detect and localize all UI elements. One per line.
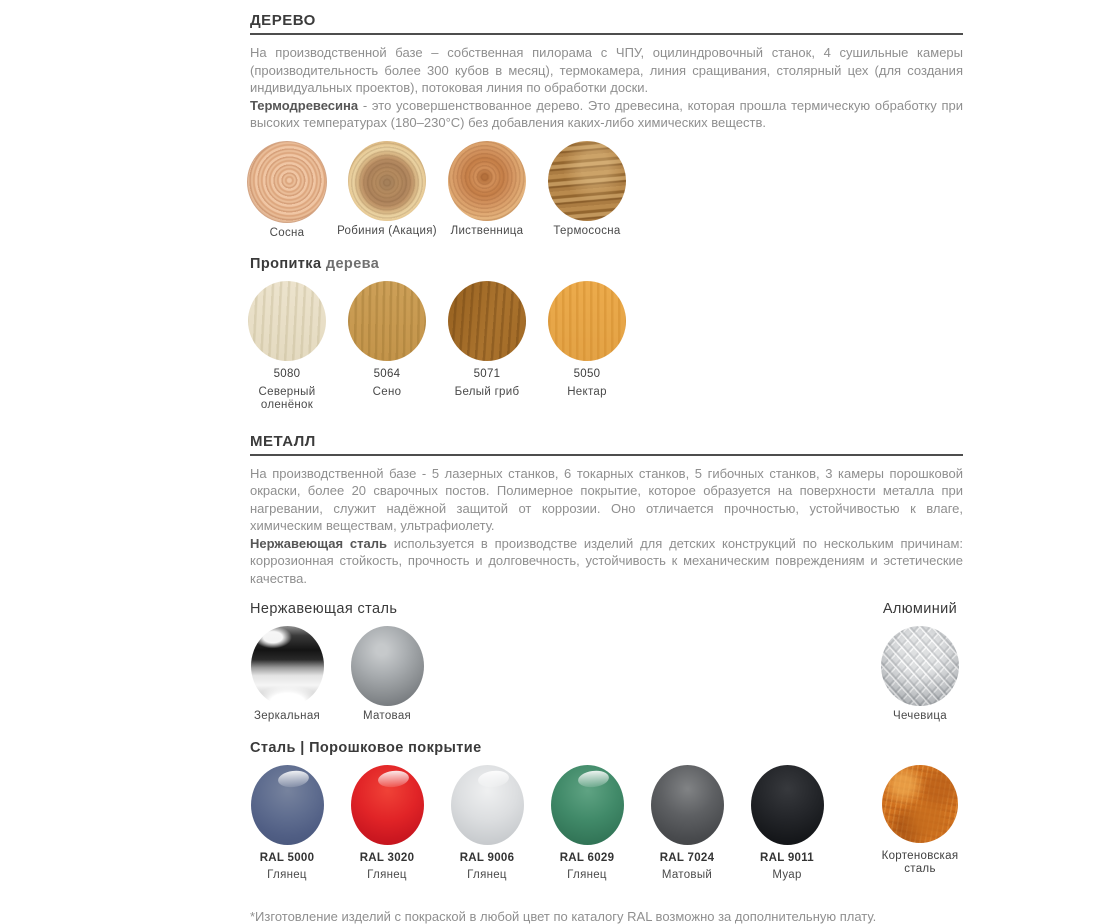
ral-9006-finish: Глянец	[467, 869, 507, 881]
wood-intro-paragraph	[250, 44, 963, 97]
impregnation-5050-code: 5050	[573, 368, 601, 380]
stainless-swatch-matte	[337, 626, 437, 724]
powder-swatch-ral-3020	[337, 765, 437, 883]
wood-swatch-robinia	[337, 141, 437, 241]
impregnation-swatch-5080	[237, 281, 337, 413]
powder-coating-title: Сталь | Порошковое покрытие	[250, 739, 482, 756]
ral-3020-finish: Глянец	[367, 869, 407, 881]
wood-species-row	[237, 141, 965, 241]
stainless-mirror-label: Зеркальная	[253, 710, 321, 722]
ral-3020-ball-image	[351, 765, 424, 845]
impregnation-5071-name: Белый гриб	[454, 385, 520, 398]
ral-6029-finish: Глянец	[567, 869, 607, 881]
impregnation-5050-name: Нектар	[567, 385, 607, 398]
ral-9011-finish: Муар	[772, 869, 802, 881]
ral-9006-code: RAL 9006	[459, 851, 515, 864]
metal-intro-paragraph	[250, 465, 963, 535]
metal-subheaders-row	[237, 601, 965, 617]
thermowood-text: - это усовершенствованное дерево. Это древесина, которая прошла термическую обработку при высоких температурах (180–230°C) без добавления каких-либо химических веществ.	[250, 97, 963, 130]
ral-7024-finish: Матовый	[661, 869, 713, 881]
wood-slice-thermopine-image	[548, 141, 626, 221]
impregnation-5071-image	[448, 281, 526, 361]
stainless-matte-label: Матовая	[362, 710, 412, 722]
impregnation-5080-name: Северный оленёнок	[258, 385, 316, 411]
wood-swatch-larch	[437, 141, 537, 241]
metal-intro-text: На производственной базе - 5 лазерных станков, 6 токарных станков, 5 гибочных станков, 3 камеры порошковой окраски, более 20 сварочных постов. Полимерное покрытие, которое образуется на поверхности металла при нагревании, служит надёжной защитой от коррозии. Оно отличается прочностью, устойчивостью к влаге, химическим веществам, ультрафиолету.	[250, 465, 963, 533]
corten-steel-image	[882, 765, 958, 843]
impregnation-swatch-5064	[337, 281, 437, 413]
ral-footnote: *Изготовление изделий с покраской в любой цвет по каталогу RAL возможно за дополнительную плату.	[250, 908, 877, 924]
ral-5000-finish: Глянец	[267, 869, 307, 881]
wood-slice-larch-image	[448, 141, 526, 221]
aluminum-swatch-lentil	[875, 626, 965, 724]
wood-swatch-pine	[237, 141, 337, 241]
stainless-aluminum-row	[237, 626, 965, 724]
thermowood-lead: Термодревесина	[250, 97, 359, 113]
ral-5000-code: RAL 5000	[259, 851, 315, 864]
impregnation-swatch-5050	[537, 281, 637, 413]
wood-intro-text: На производственной базе – собственная пилорама с ЧПУ, оцилиндровочный станок, 4 сушильные камеры (производительность более 300 кубов в месяц), термокамера, линия сращивания, столярный цех (для создания индивидуальных проектов), потоковая линия по обработки доски.	[250, 45, 963, 95]
impregnation-5050-image	[548, 281, 626, 361]
stainless-text: используется в производстве изделий для детских конструкций по нескольким причинам: коррозионная стойкость, прочность и долговечность, устойчивость к механическим повреждениям и эстетические качества.	[250, 535, 964, 586]
wood-swatch-robinia-label: Робиния (Акация)	[337, 224, 437, 237]
ral-9011-code: RAL 9011	[760, 851, 814, 864]
impregnation-5080-code: 5080	[273, 368, 301, 380]
impregnation-title	[250, 256, 963, 272]
stainless-lead: Нержавеющая сталь	[250, 535, 387, 551]
wood-slice-robinia-image	[348, 141, 426, 221]
wood-section-title: ДЕРЕВО	[250, 12, 963, 35]
powder-swatch-ral-6029	[537, 765, 637, 883]
impregnation-5064-code: 5064	[373, 368, 401, 380]
stainless-paragraph	[250, 535, 963, 588]
impregnation-title-main: Пропитка	[250, 256, 322, 272]
ral-6029-ball-image	[551, 765, 624, 845]
matte-steel-ball-image	[351, 626, 424, 706]
wood-swatch-thermopine-label: Термососна	[553, 224, 621, 237]
ral-9011-ball-image	[751, 765, 824, 845]
corten-steel-label: Кортеновская сталь	[881, 849, 959, 875]
wood-slice-pine-image	[247, 141, 327, 223]
ral-5000-ball-image	[251, 765, 324, 845]
impregnation-5080-image	[248, 281, 326, 361]
ral-6029-code: RAL 6029	[559, 851, 615, 864]
aluminum-lentil-label: Чечевица	[893, 710, 947, 722]
impregnation-5064-image	[348, 281, 426, 361]
aluminum-plate-image	[881, 626, 959, 706]
ral-7024-ball-image	[651, 765, 724, 845]
stainless-steel-title: Нержавеющая сталь	[250, 601, 398, 617]
metal-section-title: МЕТАЛЛ	[250, 433, 963, 456]
ral-7024-code: RAL 7024	[659, 851, 715, 864]
mirror-steel-ball-image	[251, 626, 324, 706]
impregnation-swatch-5071	[437, 281, 537, 413]
ral-9006-ball-image	[451, 765, 524, 845]
powder-swatch-ral-7024	[637, 765, 737, 883]
ral-3020-code: RAL 3020	[359, 851, 415, 864]
stainless-swatch-mirror	[237, 626, 337, 724]
content-column	[250, 0, 963, 924]
thermowood-paragraph	[250, 97, 963, 132]
impregnation-title-tail: дерева	[321, 256, 380, 272]
powder-swatch-ral-9011	[737, 765, 837, 883]
impregnation-5071-code: 5071	[473, 368, 501, 380]
powder-swatch-ral-5000	[237, 765, 337, 883]
impregnation-row	[237, 281, 965, 413]
wood-swatch-larch-label: Лиственница	[450, 224, 524, 237]
wood-swatch-pine-label: Сосна	[269, 226, 305, 239]
powder-coating-row	[237, 765, 965, 883]
wood-swatch-thermopine	[537, 141, 637, 241]
corten-steel-swatch	[875, 765, 965, 883]
powder-swatch-ral-9006	[437, 765, 537, 883]
aluminum-title: Алюминий	[882, 601, 958, 617]
impregnation-5064-name: Сено	[372, 385, 402, 398]
